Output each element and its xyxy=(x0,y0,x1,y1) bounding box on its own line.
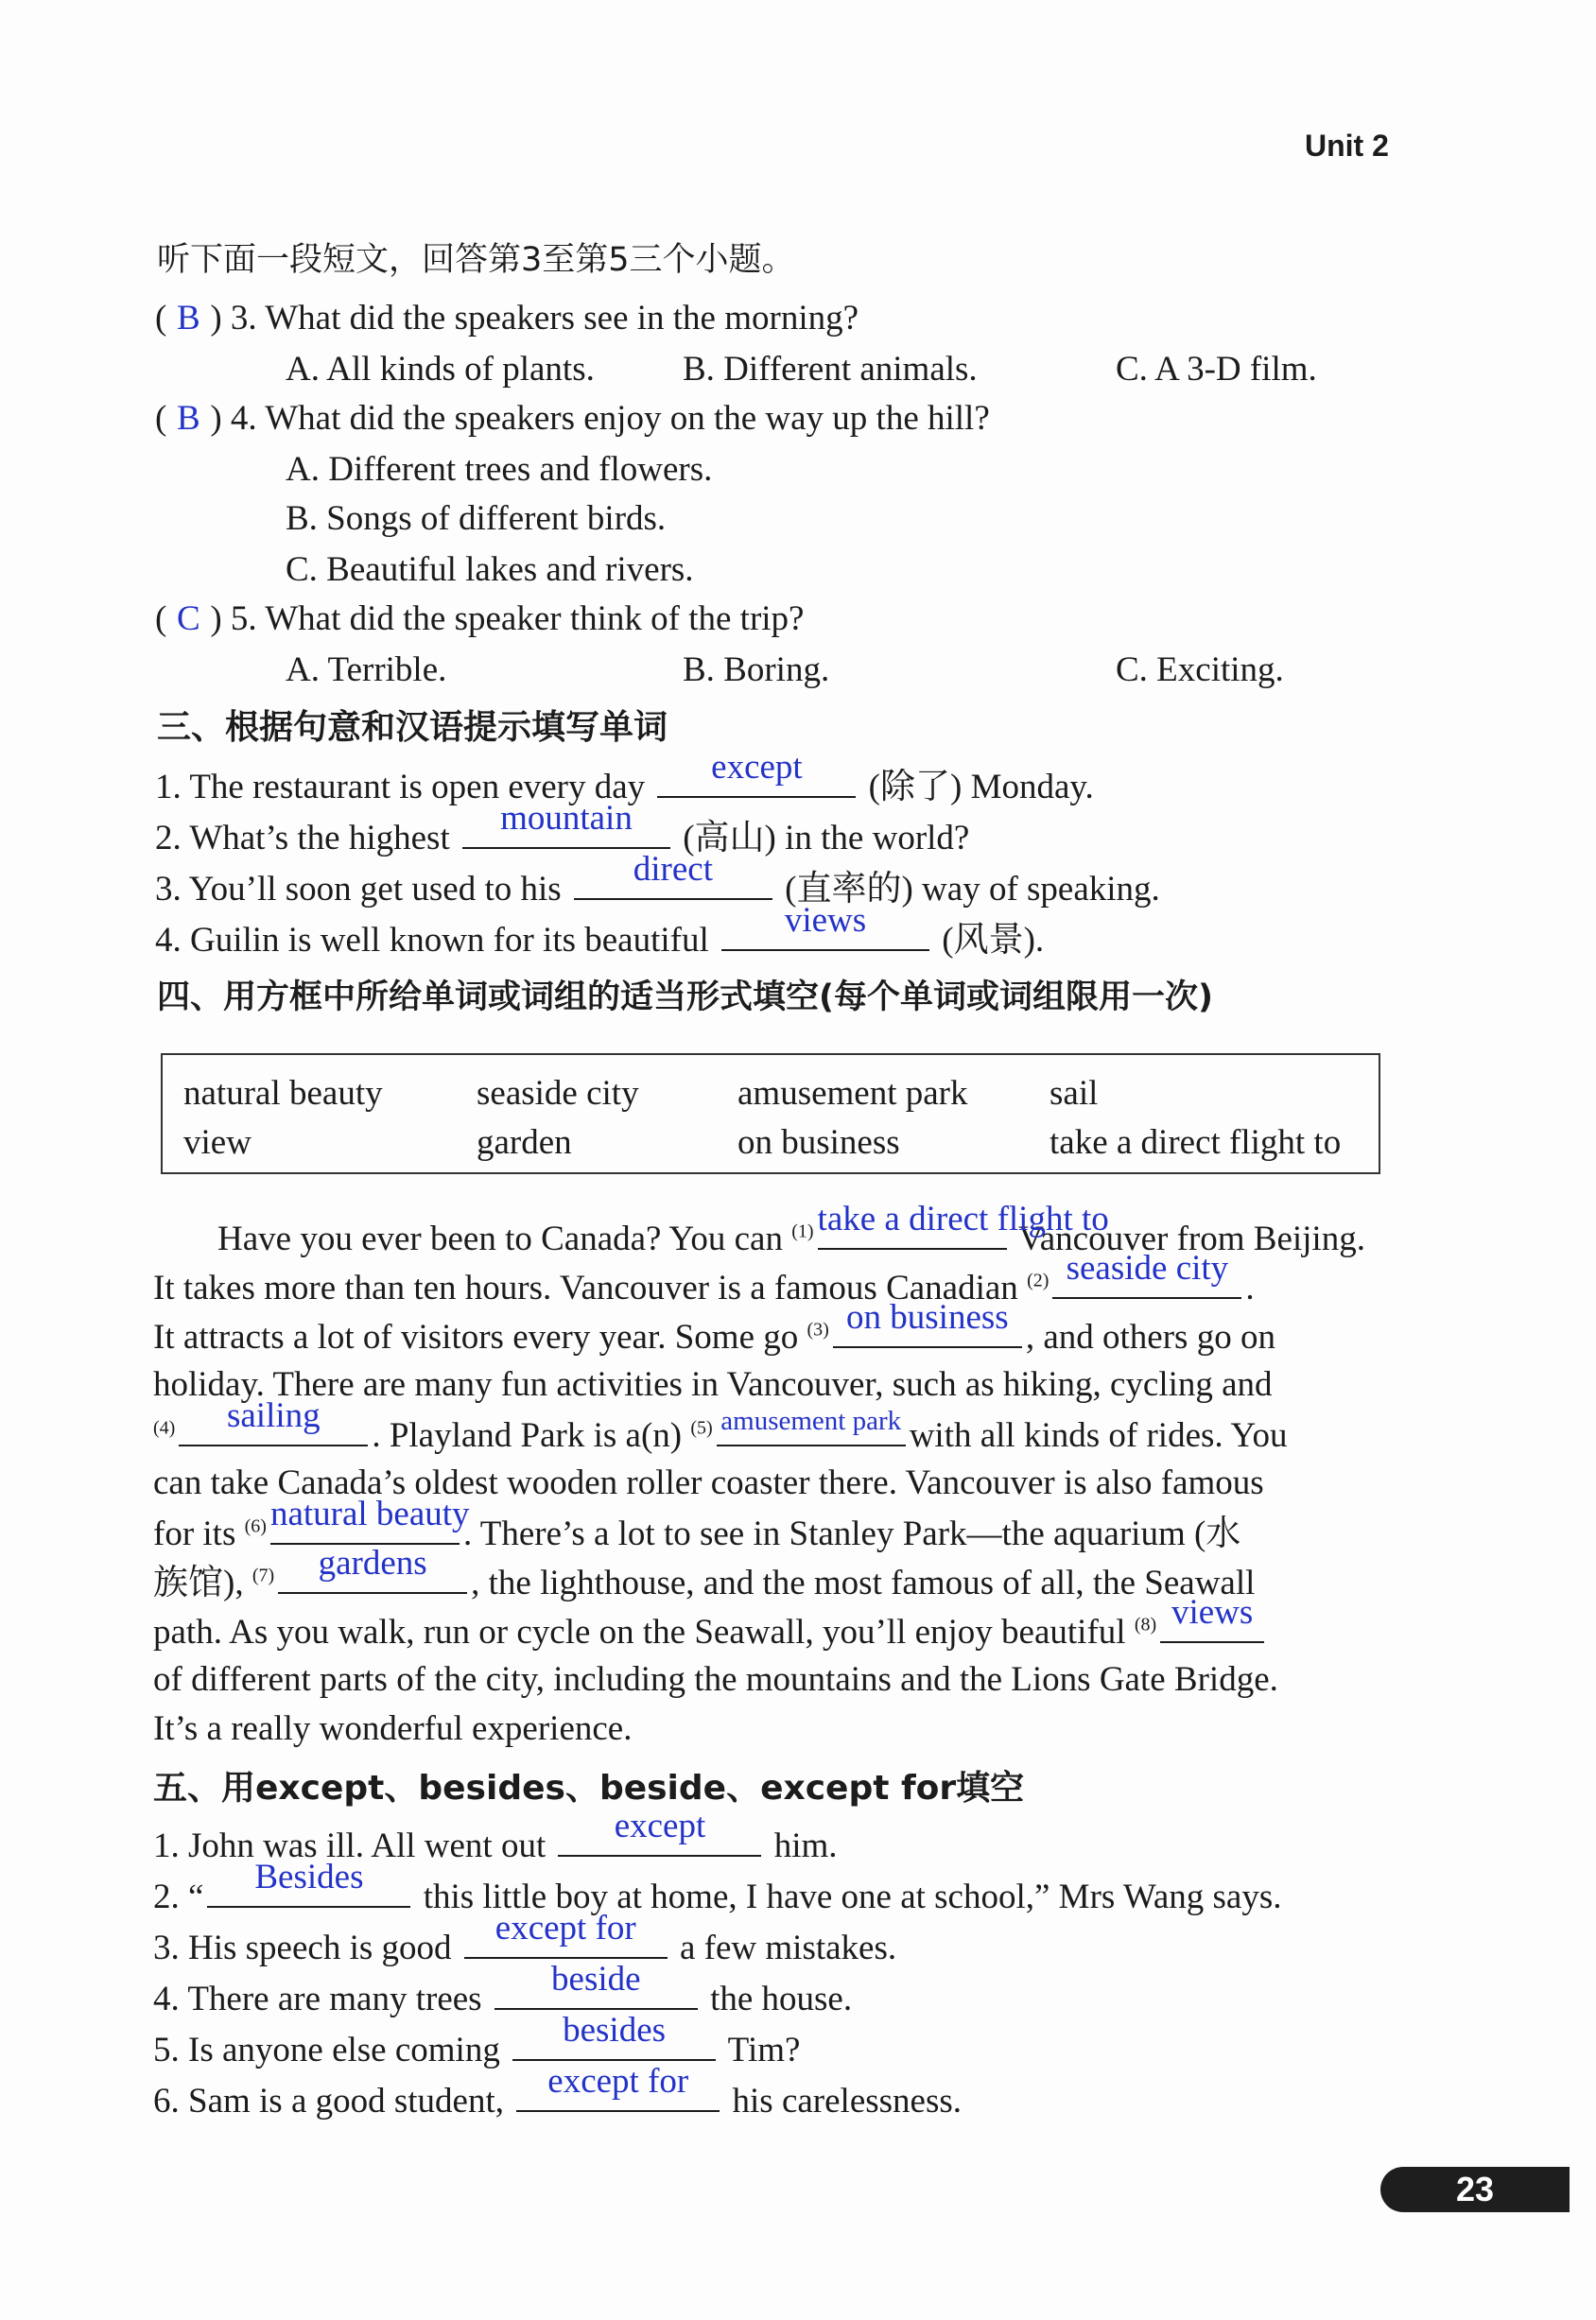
sentence-start: 5. Is anyone else coming xyxy=(153,2031,500,2069)
answer-blank xyxy=(558,1807,761,1857)
passage-text: . There’s a lot to see in Stanley Park—the aquarium (水 xyxy=(462,1515,1241,1553)
passage-text: 族馆), xyxy=(153,1564,244,1602)
question-number: 3. xyxy=(230,299,257,338)
passage-text: It takes more than ten hours. Vancouver is a famous Canadian xyxy=(153,1269,1018,1307)
answer-blank xyxy=(494,1960,698,2010)
answer-text: mountain xyxy=(500,799,633,838)
blank-number: (1) xyxy=(791,1221,814,1242)
sentence-start: 6. Sam is a good student, xyxy=(153,2082,505,2121)
sentence-end: this little boy at home, I have one at school,” Mrs Wang says. xyxy=(423,1878,1282,1916)
answer-blank xyxy=(512,2011,716,2061)
sentence-start: 3. His speech is good xyxy=(153,1929,452,1967)
question-text: What did the speaker think of the trip? xyxy=(265,599,805,638)
fill-item xyxy=(153,1960,853,2018)
passage-line: can take Canada’s oldest wooden roller coaster there. Vancouver is also famous xyxy=(153,1463,1264,1502)
box-word: seaside city xyxy=(477,1074,639,1113)
option: C. A 3-D film. xyxy=(1116,350,1317,389)
sentence-end: him. xyxy=(773,1827,838,1865)
question-number: 4. xyxy=(230,399,257,438)
fill-item xyxy=(155,901,1045,960)
passage-text: . xyxy=(1245,1269,1255,1307)
sentence-end: (风景). xyxy=(942,921,1045,960)
sentence-start: 2. “ xyxy=(153,1878,204,1916)
passage-line xyxy=(153,1249,1255,1307)
question-5: ( C ) 5. What did the speaker think of the trip? xyxy=(155,599,805,638)
sentence-start: 4. Guilin is well known for its beautiful xyxy=(155,921,709,960)
blank-number: (2) xyxy=(1027,1270,1050,1291)
answer-blank xyxy=(817,1200,1109,1250)
answer-blank xyxy=(833,1298,1022,1348)
answer-text: gardens xyxy=(318,1544,427,1583)
sentence-end: Tim? xyxy=(727,2031,801,2069)
answer-text: on business xyxy=(846,1298,1009,1337)
answer-blank xyxy=(464,1909,668,1959)
section-5-title: 五、用except、besides、beside、except for填空 xyxy=(153,1769,1025,1808)
sentence-start: 1. The restaurant is open every day xyxy=(155,768,646,806)
box-word: amusement park xyxy=(737,1074,968,1113)
fill-item xyxy=(153,1858,1282,1916)
answer-text: except for xyxy=(547,2062,689,2101)
box-word: view xyxy=(183,1123,252,1162)
fill-item xyxy=(153,2011,801,2069)
passage-text: . Playland Park is a(n) xyxy=(372,1416,683,1455)
box-word: take a direct flight to xyxy=(1050,1123,1342,1162)
answer-blank xyxy=(1052,1249,1241,1299)
answer-blank xyxy=(269,1495,470,1545)
sentence-end: a few mistakes. xyxy=(680,1929,897,1967)
fill-item xyxy=(155,850,1160,909)
answer-text: besides xyxy=(563,2011,667,2050)
passage-line: holiday. There are many fun activities in Vancouver, such as hiking, cycling and xyxy=(153,1365,1273,1404)
answer-blank xyxy=(717,1406,906,1446)
sentence-start: 3. You’ll soon get used to his xyxy=(155,870,562,909)
sentence-end: the house. xyxy=(710,1980,853,2018)
sentence-end: (除了) Monday. xyxy=(868,768,1094,806)
passage-line xyxy=(153,1298,1275,1357)
answer-mark: B xyxy=(176,299,200,338)
answer-blank xyxy=(657,748,856,798)
answer-blank xyxy=(207,1858,410,1908)
answer-text: except xyxy=(614,1807,706,1845)
answer-text: views xyxy=(1171,1593,1254,1632)
option: B. Boring. xyxy=(683,650,830,689)
passage-text: with all kinds of rides. You xyxy=(909,1416,1288,1455)
answer-blank xyxy=(1160,1593,1264,1643)
page-number: 23 xyxy=(1380,2167,1570,2212)
question-text: What did the speakers see in the morning? xyxy=(265,299,859,338)
passage-text: Vancouver from Beijing. xyxy=(1018,1220,1365,1258)
sentence-end: his carelessness. xyxy=(732,2082,963,2121)
answer-text: beside xyxy=(551,1960,641,1999)
blank-number: (3) xyxy=(807,1319,829,1341)
answer-text: except xyxy=(711,748,803,787)
blank-number: (5) xyxy=(690,1417,713,1439)
section-3-title: 三、根据句意和汉语提示填写单词 xyxy=(157,708,668,747)
passage-text: , the lighthouse, and the most famous of all, the Seawall xyxy=(471,1564,1256,1602)
passage-line xyxy=(153,1396,1288,1455)
option: B. Different animals. xyxy=(683,350,978,389)
passage-line: of different parts of the city, including the mountains and the Lions Gate Bridge. xyxy=(153,1660,1278,1699)
option: A. Terrible. xyxy=(286,650,447,689)
answer-text: sailing xyxy=(226,1396,321,1435)
answer-mark: B xyxy=(176,399,200,438)
word-box xyxy=(161,1053,1380,1174)
answer-text: direct xyxy=(633,850,714,889)
option: C. Exciting. xyxy=(1116,650,1284,689)
option: A. All kinds of plants. xyxy=(286,350,595,389)
question-text: What did the speakers enjoy on the way up the hill? xyxy=(265,399,990,438)
section-4-title: 四、用方框中所给单词或词组的适当形式填空(每个单词或词组限用一次) xyxy=(157,978,1213,1016)
sentence-end: (高山) in the world? xyxy=(683,819,970,857)
answer-blank xyxy=(574,850,772,900)
option: A. Different trees and flowers. xyxy=(286,450,713,489)
unit-label: Unit 2 xyxy=(1305,129,1389,163)
answer-text: take a direct flight to xyxy=(817,1200,1109,1238)
blank-number: (6) xyxy=(244,1515,267,1537)
fill-item xyxy=(153,1909,897,1967)
passage-text: path. As you walk, run or cycle on the Seawall, you’ll enjoy beautiful xyxy=(153,1613,1126,1652)
answer-blank xyxy=(462,799,670,849)
option: C. Beautiful lakes and rivers. xyxy=(286,550,694,589)
answer-text: seaside city xyxy=(1066,1249,1229,1288)
option: B. Songs of different birds. xyxy=(286,499,667,538)
passage-line xyxy=(153,1593,1268,1652)
question-3: ( B ) 3. What did the speakers see in the morning? xyxy=(155,299,859,338)
fill-item xyxy=(153,2062,963,2121)
answer-text: Besides xyxy=(254,1858,364,1896)
answer-blank xyxy=(179,1396,368,1446)
question-4: ( B ) 4. What did the speakers enjoy on the way up the hill? xyxy=(155,399,990,438)
fill-item xyxy=(155,799,970,857)
answer-blank xyxy=(278,1544,467,1594)
answer-blank xyxy=(721,901,929,951)
blank-number: (8) xyxy=(1134,1614,1157,1636)
passage-text: Have you ever been to Canada? You can xyxy=(217,1220,783,1258)
answer-text: views xyxy=(784,901,867,940)
passage-line xyxy=(153,1544,1256,1602)
answer-text: except for xyxy=(494,1909,636,1948)
box-word: natural beauty xyxy=(183,1074,383,1113)
passage-line: It’s a really wonderful experience. xyxy=(153,1709,633,1748)
sentence-start: 2. What’s the highest xyxy=(155,819,450,857)
box-word: garden xyxy=(477,1123,572,1162)
box-word: sail xyxy=(1050,1074,1099,1113)
passage-text: for its xyxy=(153,1515,236,1553)
answer-blank xyxy=(516,2062,720,2112)
blank-number: (4) xyxy=(153,1417,176,1439)
passage-text: It attracts a lot of visitors every year. Some go xyxy=(153,1318,799,1357)
listening-intro: 听下面一段短文，回答第3至第5三个小题。 xyxy=(157,241,795,279)
answer-text: amusement park xyxy=(720,1406,902,1436)
question-number: 5. xyxy=(230,599,257,638)
sentence-start: 1. John was ill. All went out xyxy=(153,1827,546,1865)
answer-mark: C xyxy=(176,599,200,638)
blank-number: (7) xyxy=(252,1565,275,1586)
sentence-end: (直率的) way of speaking. xyxy=(785,870,1160,909)
sentence-start: 4. There are many trees xyxy=(153,1980,482,2018)
box-word: on business xyxy=(737,1123,900,1162)
passage-text: , and others go on xyxy=(1025,1318,1275,1357)
answer-text: natural beauty xyxy=(269,1495,470,1533)
